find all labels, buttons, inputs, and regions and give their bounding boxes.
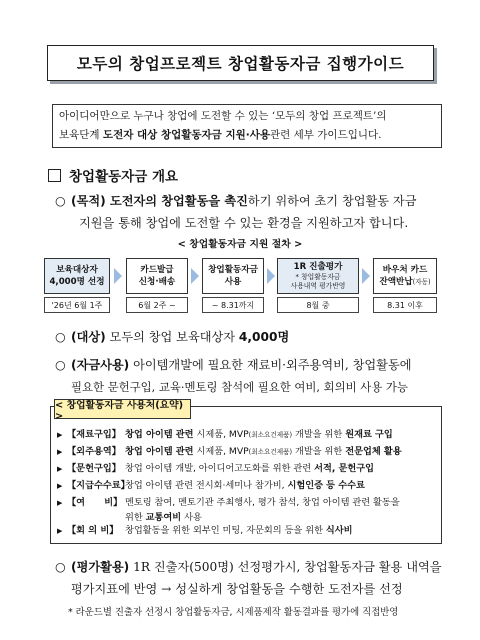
triangle-bullet-icon: ▶ bbox=[57, 465, 63, 473]
uses-row-bold-2: 전문업체 활용 bbox=[345, 446, 402, 457]
intro-box bbox=[52, 104, 442, 148]
step-1 bbox=[44, 258, 110, 294]
circle-bullet-icon: ○ bbox=[55, 330, 66, 344]
step-5-line-1: 바우처 카드 bbox=[382, 265, 428, 275]
uses-row-text: 멘토링 참여, 멘토기관 주최행사, 평가 참석, 창업 아이템 관련 활동을 bbox=[125, 497, 400, 508]
triangle-bullet-icon: ▶ bbox=[57, 482, 63, 490]
uses-row-tiny: (최소요건제품) bbox=[248, 431, 293, 439]
uses-row bbox=[57, 462, 437, 476]
step-5 bbox=[373, 258, 437, 294]
uses-row-plain: 창업활동을 위한 외부인 미팅, 자문회의 등을 위한 bbox=[125, 525, 326, 536]
intro-text-end: 관련 세부 가이드입니다. bbox=[270, 129, 382, 141]
intro-line-2 bbox=[59, 126, 435, 145]
target-paragraph bbox=[55, 326, 455, 348]
uses-row bbox=[57, 496, 437, 510]
step-2 bbox=[126, 258, 188, 294]
uses-row-plain: 위한 bbox=[125, 512, 146, 523]
step-1-date: '26년 6월 1주 bbox=[44, 297, 110, 313]
uses-row-label: 【재료구입】 bbox=[67, 429, 121, 440]
uses-row-bold-2: 교통여비 bbox=[145, 512, 182, 523]
step-5-date: 8.31 이후 bbox=[373, 297, 437, 313]
evaluation-paragraph bbox=[55, 556, 455, 600]
intro-bold: 도전자 대상 창업활동자금 지원·사용 bbox=[102, 129, 271, 141]
step-3-line-2: 사용 bbox=[224, 277, 242, 287]
uses-row-bold-2: 서적, 문헌구입 bbox=[314, 463, 375, 474]
uses-row-text bbox=[125, 462, 437, 476]
triangle-bullet-icon: ▶ bbox=[57, 431, 63, 439]
step-4-date: 8월 중 bbox=[277, 297, 359, 313]
step-3-line-1: 창업활동자금 bbox=[208, 265, 258, 275]
target-text: 모두의 창업 보육대상자 bbox=[105, 330, 239, 344]
uses-row-plain-2: 개발을 위한 bbox=[292, 446, 346, 457]
arrow-icon bbox=[114, 268, 122, 284]
step-4-line-1: 1R 진출평가 bbox=[293, 262, 343, 272]
footnote: * 라운드별 진출자 선정시 창업활동자금, 시제품제작 활동결과를 평가에 직접반영 bbox=[68, 607, 399, 618]
step-2-line-1: 카드발급 bbox=[140, 265, 174, 275]
arrow-icon bbox=[267, 268, 275, 284]
intro-line-1: 아이디어만으로 누구나 창업에 도전할 수 있는 ‘모두의 창업 프로젝트’의 bbox=[59, 110, 387, 122]
uses-row-label: 【외주용역】 bbox=[67, 446, 121, 457]
uses-row-text bbox=[125, 428, 437, 442]
purpose-line-2: 지원을 통해 창업에 도전할 수 있는 환경을 지원하고자 합니다. bbox=[79, 216, 409, 230]
usage-label: (자금사용) bbox=[71, 358, 130, 372]
uses-row-plain-3: 사용 bbox=[181, 512, 202, 523]
evaluation-line-1: 1R 진출자(500명) 선정평가시, 창업활동자금 활용 내역을 bbox=[129, 560, 442, 574]
uses-row-label: 【여 비】 bbox=[67, 497, 123, 508]
uses-row-text bbox=[125, 511, 437, 525]
intro-text: 보육단계 bbox=[59, 129, 103, 141]
uses-row-tiny: (최소요건제품) bbox=[248, 448, 293, 456]
step-4-note-1: * 창업활동자금 bbox=[295, 273, 341, 281]
arrow-icon bbox=[191, 268, 199, 284]
step-3 bbox=[202, 258, 264, 294]
uses-row bbox=[57, 445, 437, 459]
target-label: (대상) bbox=[71, 330, 106, 344]
uses-row-plain-2: 개발을 위한 bbox=[292, 429, 346, 440]
uses-row bbox=[57, 479, 437, 493]
step-2-line-2: 신청·배송 bbox=[138, 277, 176, 287]
step-1-line-1: 보육대상자 bbox=[56, 265, 98, 275]
uses-row-bold: 창업 아이템 관련 bbox=[125, 429, 194, 440]
arrow-icon bbox=[362, 268, 370, 284]
step-2-date: 6월 2주 ~ bbox=[126, 297, 188, 313]
uses-row-label: 【문헌구입】 bbox=[67, 463, 121, 474]
process-title: < 창업활동자금 지원 절차 > bbox=[177, 239, 303, 250]
circle-bullet-icon: ○ bbox=[55, 560, 66, 574]
uses-row-label: 【회 의 비】 bbox=[67, 525, 119, 536]
step-5-line-2 bbox=[379, 276, 430, 288]
step-5-sub: (자동) bbox=[412, 278, 431, 286]
uses-row-bold-2: 원재료 구입 bbox=[345, 429, 393, 440]
triangle-bullet-icon: ▶ bbox=[57, 499, 63, 507]
uses-row bbox=[57, 524, 437, 538]
step-4 bbox=[277, 258, 359, 294]
uses-row-bold-2: 시험인증 등 수수료 bbox=[287, 480, 365, 491]
evaluation-label: (평가활용) bbox=[71, 560, 130, 574]
usage-line-2: 필요한 문헌구입, 교육·멘토링 참석에 필요한 여비, 회의비 사용 가능 bbox=[71, 380, 408, 394]
uses-row-text bbox=[125, 479, 437, 493]
uses-row-text bbox=[125, 524, 437, 538]
step-4-note-2: 사용내역 평가반영 bbox=[290, 282, 346, 290]
uses-row-bold: 창업 아이템 관련 bbox=[125, 446, 194, 457]
uses-box-title: < 창업활동자금 사용처(요약) > bbox=[54, 399, 191, 419]
uses-row-plain: 시제품, MVP bbox=[193, 446, 249, 457]
purpose-paragraph bbox=[55, 190, 455, 234]
uses-row-text bbox=[125, 445, 437, 459]
uses-row-plain: 시제품, MVP bbox=[193, 429, 249, 440]
uses-row-spacer-label bbox=[67, 511, 125, 525]
uses-row-bold-2: 식사비 bbox=[325, 525, 353, 536]
usage-paragraph bbox=[55, 354, 455, 398]
section-title: 창업활동자금 개요 bbox=[69, 169, 179, 185]
purpose-bold: 도전자의 창업활동을 촉진 bbox=[105, 194, 248, 208]
uses-row bbox=[57, 511, 437, 525]
circle-bullet-icon: ○ bbox=[55, 194, 66, 208]
triangle-bullet-icon: ▶ bbox=[57, 527, 63, 535]
square-bullet-icon bbox=[48, 169, 61, 182]
step-1-line-2: 4,000명 선정 bbox=[49, 277, 105, 287]
purpose-label: (목적) bbox=[71, 194, 106, 208]
page-title: 모두의 창업프로젝트 창업활동자금 집행가이드 bbox=[47, 45, 434, 81]
circle-bullet-icon: ○ bbox=[55, 358, 66, 372]
purpose-text: 하기 위하여 초기 창업활동 자금 bbox=[247, 194, 417, 208]
triangle-bullet-icon: ▶ bbox=[57, 448, 63, 456]
uses-row-spacer bbox=[57, 511, 67, 525]
uses-row-plain: 창업 아이템 관련 전시회·세미나 참가비, bbox=[125, 480, 288, 491]
target-count: 4,000명 bbox=[238, 330, 290, 344]
usage-line-1: 아이템개발에 필요한 재료비·외주용역비, 창업활동에 bbox=[129, 358, 412, 372]
evaluation-line-2: 평가지표에 반영 → 성실하게 창업활동을 수행한 도전자를 선정 bbox=[71, 582, 403, 596]
section-heading bbox=[48, 165, 178, 185]
uses-row bbox=[57, 428, 437, 442]
step-3-date: ~ 8.31까지 bbox=[202, 297, 264, 313]
uses-row-label: 【지급수수료】 bbox=[67, 480, 130, 491]
uses-row-plain: 창업 아이템 개발, 아이디어고도화를 위한 관련 bbox=[125, 463, 315, 474]
step-5-line-2-text: 잔액반납 bbox=[379, 277, 413, 287]
